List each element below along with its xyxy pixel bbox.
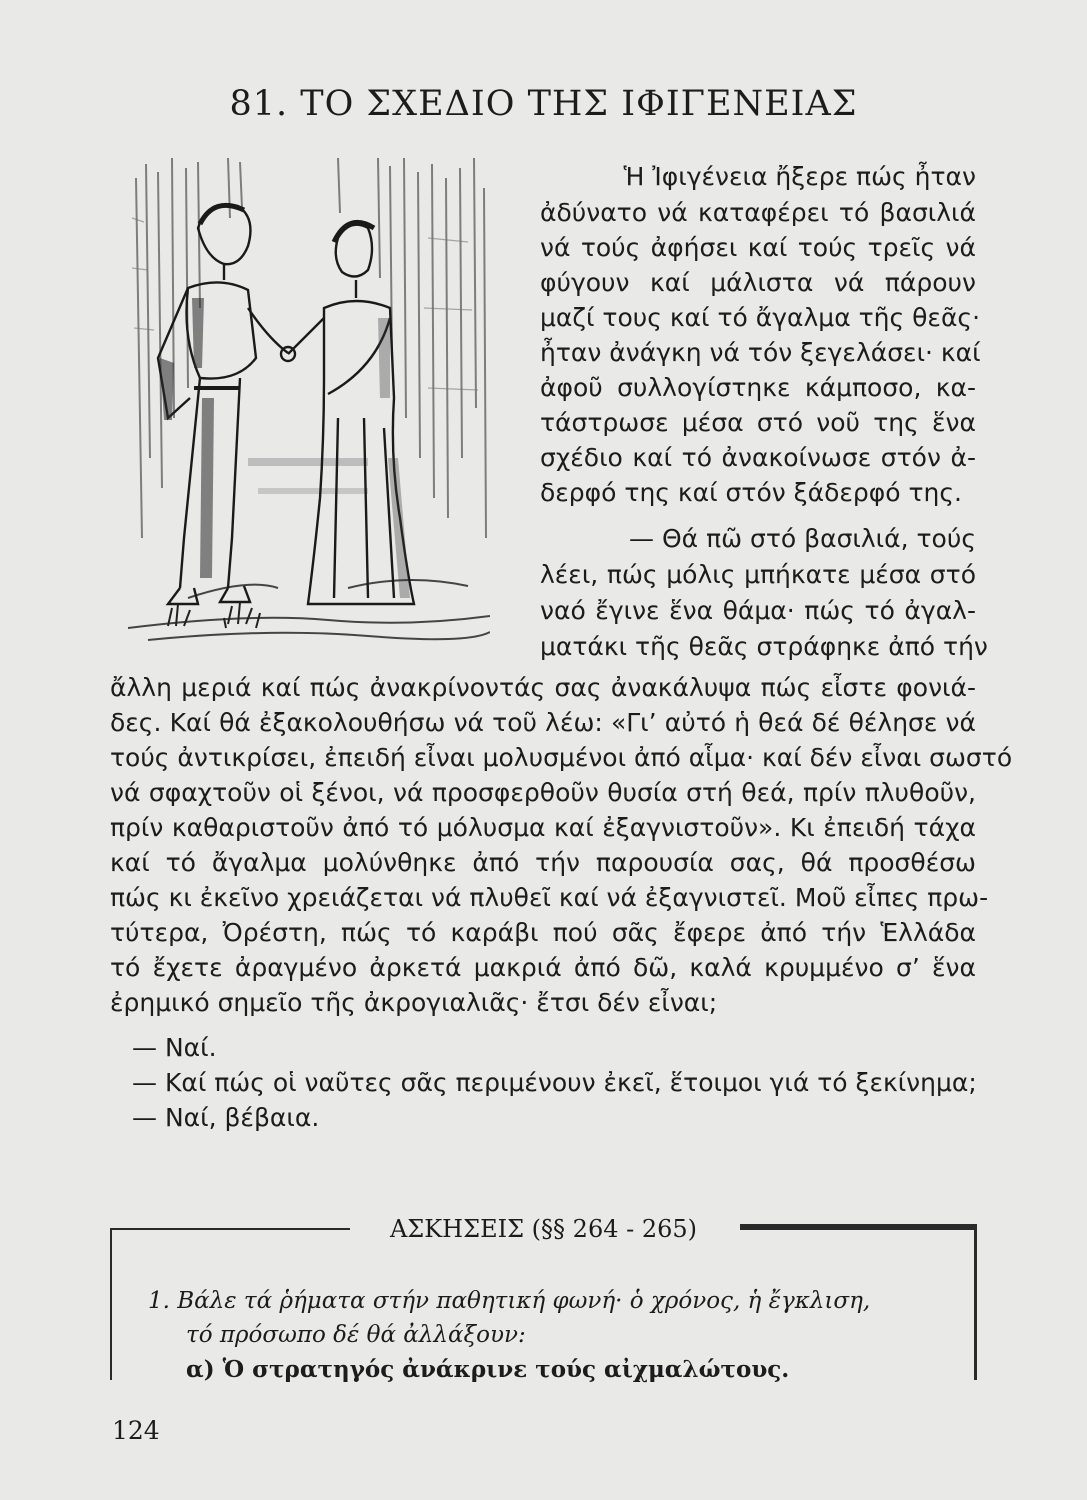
paragraph-line: ἦταν ἀνάγκη νά τόν ξεγελάσει· καί (540, 338, 981, 367)
paragraph-line: — Θά πῶ στό βασιλιά, τούς (629, 524, 976, 553)
paragraph-line: νά σφαχτοῦν οἱ ξένοι, νά προσφερθοῦν θυσία στή θεά, πρίν πλυθοῦν, (110, 778, 976, 807)
exercise-box-right-border (974, 1224, 977, 1380)
dialogue-line: — Ναί, βέβαια. (132, 1103, 320, 1132)
iphigenia-and-orestes-illustration (128, 158, 490, 650)
paragraph-line: τό ἔχετε ἀραγμένο ἀρκετά μακριά ἀπό δῶ, καλά κρυμμένο σ’ ἕνα (110, 953, 976, 982)
paragraph-line: πρίν καθαριστοῦν ἀπό τό μόλυσμα καί ἐξαγνιστοῦν». Κι ἐπειδή τάχα (110, 813, 976, 842)
dialogue-line: — Καί πώς οἱ ναῦτες σᾶς περιμένουν ἐκεῖ, ἕτοιμοι γιά τό ξεκίνημα; (132, 1068, 977, 1097)
paragraph-line: μαζί τους καί τό ἄγαλμα τῆς θεᾶς· (540, 303, 981, 332)
paragraph-line: νά τούς ἀφήσει καί τούς τρεῖς νά (540, 233, 976, 262)
paragraph-line: τάστρωσε μέσα στό νοῦ της ἕνα (540, 408, 976, 437)
exercise-instruction: 1. Βάλε τά ῥήματα στήν παθητική φωνή· ὁ χρόνος, ἡ ἔγκλιση, (148, 1288, 871, 1314)
paragraph-line: ματάκι τῆς θεᾶς στράφηκε ἀπό τήν (540, 632, 988, 661)
paragraph-line: Ἡ Ἰφιγένεια ἤξερε πώς ἦταν (623, 162, 976, 191)
paragraph-line: ἀφοῦ συλλογίστηκε κάμποσο, κα- (540, 373, 976, 402)
paragraph-line: τούς ἀντικρίσει, ἐπειδή εἶναι μολυσμένοι ἀπό αἷμα· καί δέν εἶναι σωστό (110, 743, 1013, 772)
paragraph-line: λέει, πώς μόλις μπήκατε μέσα στό (540, 560, 976, 589)
paragraph-line: τύτερα, Ὀρέστη, πώς τό καράβι πού σᾶς ἔφερε ἀπό τήν Ἑλλάδα (110, 918, 976, 947)
paragraph-line: φύγουν καί μάλιστα νά πάρουν (540, 268, 976, 297)
paragraph-line: σχέδιο καί τό ἀνακοίνωσε στόν ἀ- (540, 443, 976, 472)
paragraph-line: ἐρημικό σημεῖο τῆς ἀκρογιαλιᾶς· ἔτσι δέν εἶναι; (110, 988, 718, 1017)
paragraph-line: δερφό της καί στόν ξάδερφό της. (540, 478, 962, 507)
page-number: 124 (112, 1416, 160, 1445)
paragraph-line: ἀδύνατο νά καταφέρει τό βασιλιά (540, 198, 976, 227)
paragraph-line: δες. Καί θά ἐξακολουθήσω νά τοῦ λέω: «Γι’ αὐτό ἡ θεά δέ θέλησε νά (110, 708, 976, 737)
paragraph-line: καί τό ἄγαλμα μολύνθηκε ἀπό τήν παρουσία σας, θά προσθέσω (110, 848, 976, 877)
exercise-box-left-border (110, 1228, 112, 1380)
paragraph-line: ναό ἔγινε ἕνα θάμα· πώς τό ἀγαλ- (540, 596, 976, 625)
chapter-title: 81. ΤΟ ΣΧΕΔΙΟ ΤΗΣ ΙΦΙΓΕΝΕΙΑΣ (229, 84, 858, 124)
paragraph-line: ἄλλη μεριά καί πώς ἀνακρίνοντάς σας ἀνακάλυψα πώς εἶστε φονιά- (110, 673, 976, 702)
exercises-heading: ΑΣΚΗΣΕΙΣ (§§ 264 - 265) (0, 1215, 1087, 1243)
exercise-instruction: τό πρόσωπο δέ θά ἀλλάξουν: (186, 1322, 526, 1348)
dialogue-line: — Ναί. (132, 1033, 217, 1062)
exercise-item: α) Ὁ στρατηγός ἀνάκρινε τούς αἰχμαλώτους. (186, 1356, 790, 1383)
paragraph-line: πώς κι ἐκεῖνο χρειάζεται νά πλυθεῖ καί νά ἐξαγνιστεῖ. Μοῦ εἶπες πρω- (110, 883, 989, 912)
